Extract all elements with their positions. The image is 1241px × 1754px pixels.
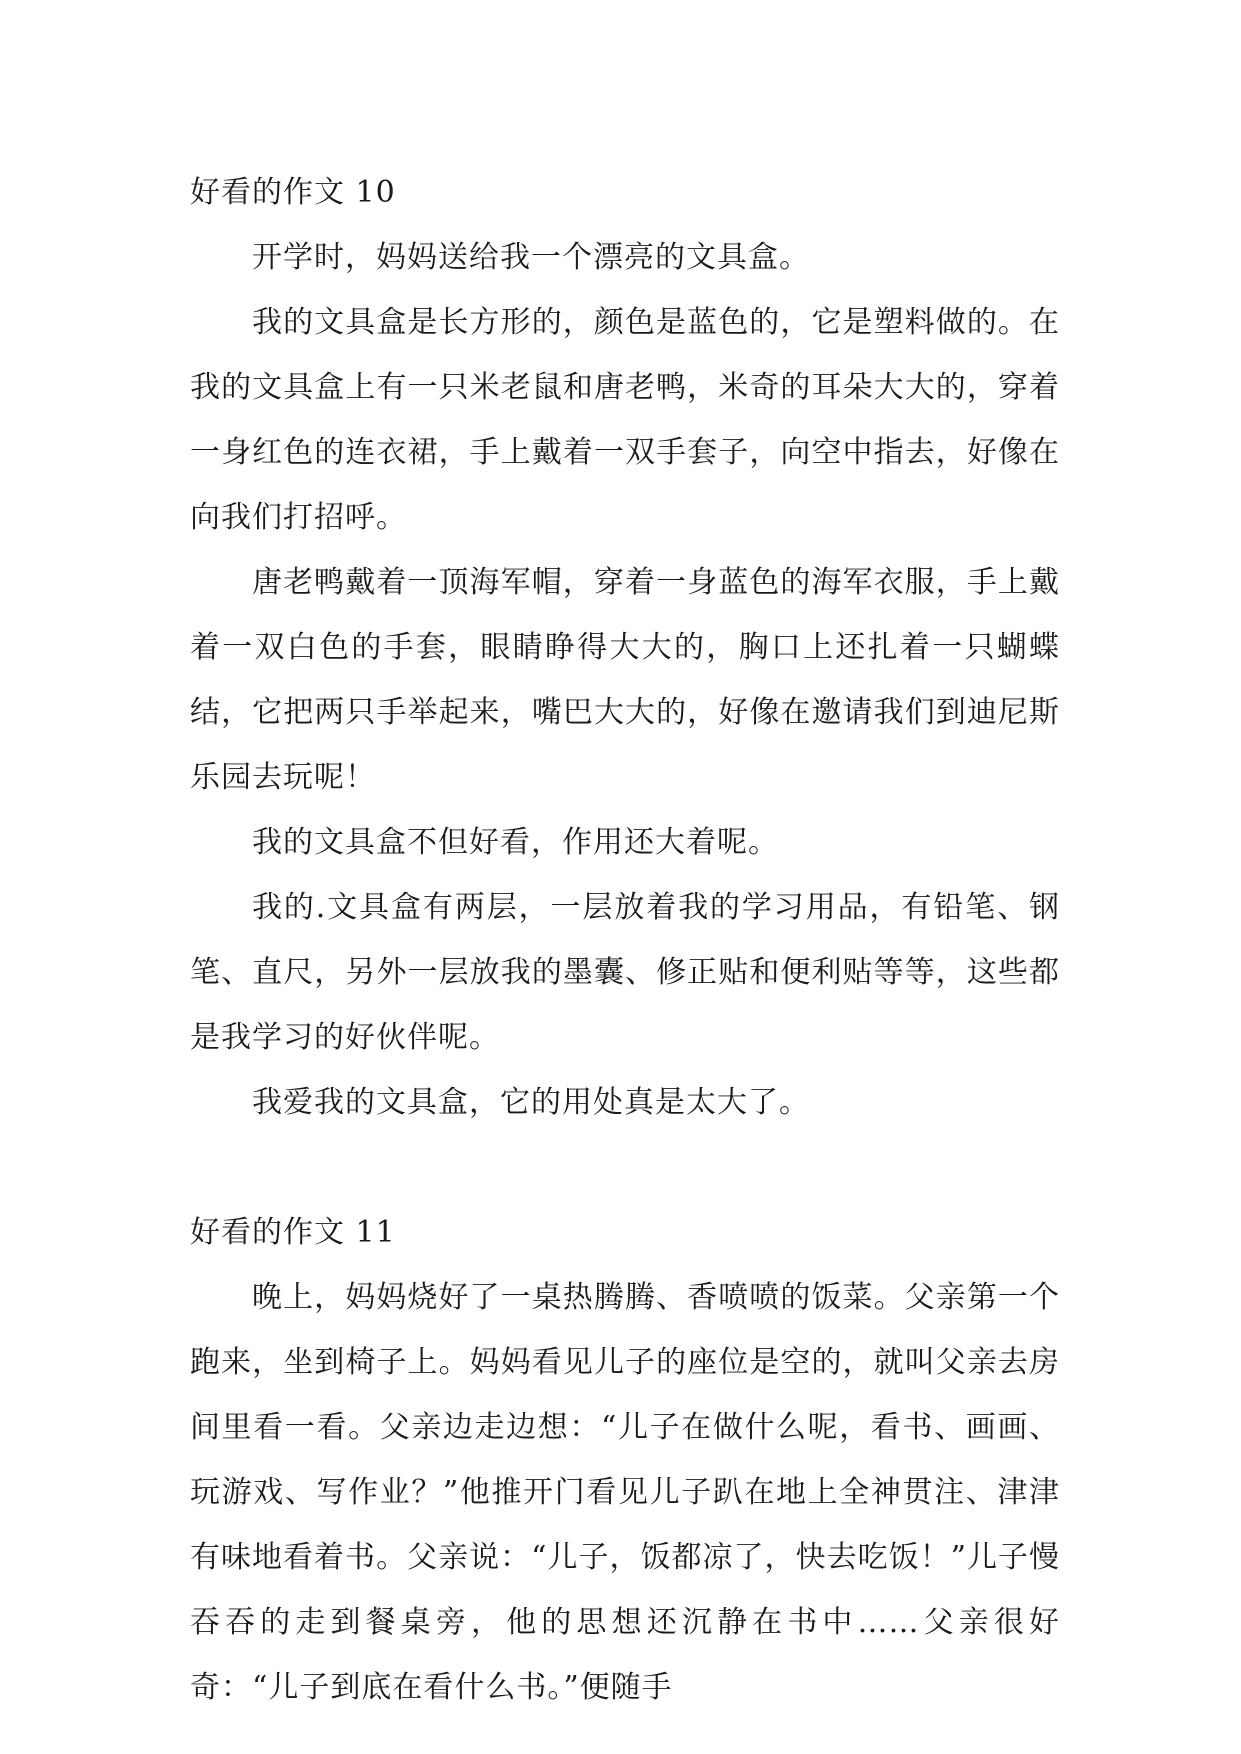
section-title: 好看的作文 11 <box>190 1215 396 1250</box>
paragraph: 我爱我的文具盒，它的用处真是太大了。 <box>252 1085 810 1120</box>
paragraph: 开学时，妈妈送给我一个漂亮的文具盒。 <box>252 240 810 275</box>
paragraph: 我的文具盒是长方形的，颜色是蓝色的，它是塑料做的。在我的文具盒上有一只米老鼠和唐老鸭，米奇的耳朵大大的，穿着一身红色的连衣裙，手上戴着一双手套子，向空中指去，好像在向我们打招呼。 <box>190 305 1060 535</box>
essay-section-10 <box>190 160 1060 1135</box>
section-spacer <box>190 1135 1060 1200</box>
paragraph: 我的.文具盒有两层，一层放着我的学习用品，有铅笔、钢笔、直尺，另外一层放我的墨囊、修正贴和便利贴等等，这些都是我学习的好伙伴呢。 <box>190 890 1060 1055</box>
paragraph: 我的文具盒不但好看，作用还大着呢。 <box>252 825 779 860</box>
section-title: 好看的作文 10 <box>190 175 396 210</box>
paragraph: 唐老鸭戴着一顶海军帽，穿着一身蓝色的海军衣服，手上戴着一双白色的手套，眼睛睁得大大的，胸口上还扎着一只蝴蝶结，它把两只手举起来，嘴巴大大的，好像在邀请我们到迪尼斯乐园去玩呢！ <box>190 565 1060 795</box>
essay-section-11 <box>190 1200 1060 1720</box>
paragraph: 晚上，妈妈烧好了一桌热腾腾、香喷喷的饭菜。父亲第一个跑来，坐到椅子上。妈妈看见儿子的座位是空的，就叫父亲去房间里看一看。父亲边走边想：“儿子在做什么呢，看书、画画、玩游戏、写作业？”他推开门看见儿子趴在地上全神贯注、津津有味地看着书。父亲说：“儿子，饭都凉了，快去吃饭！”儿子慢吞吞的走到餐桌旁，他的思想还沉静在书中……父亲很好奇：“儿子到底在看什么书。”便随手 <box>190 1280 1060 1705</box>
document-body <box>190 160 1060 1720</box>
